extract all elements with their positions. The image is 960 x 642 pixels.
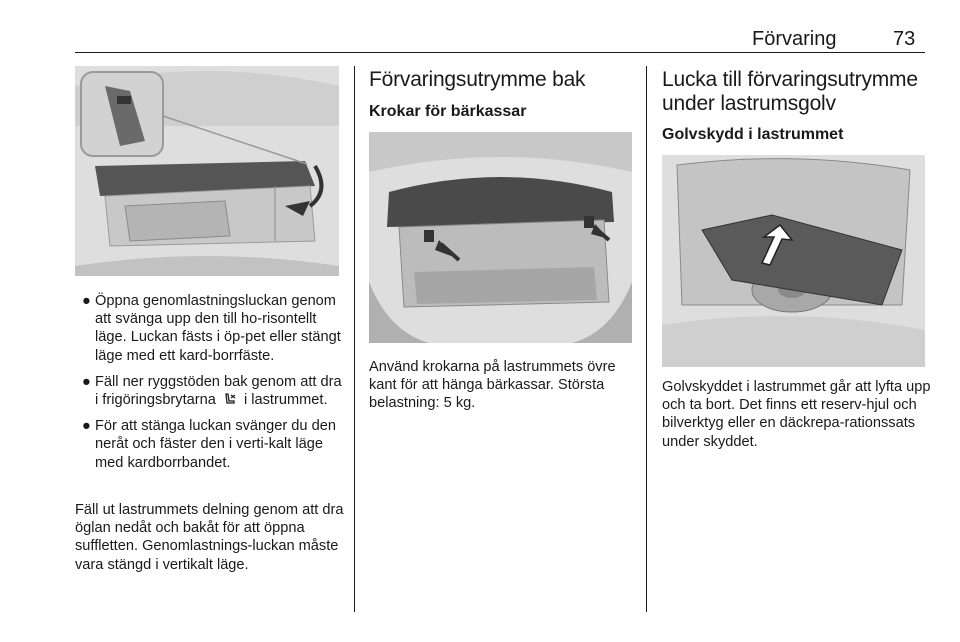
bullet-marker: ● [82,373,91,390]
column-divider-1 [354,66,355,612]
list-item [75,292,347,365]
floor-cover-illustration [662,155,925,367]
header-rule [75,52,925,53]
col3-paragraph: Golvskyddet i lastrummet går att lyfta upp och ta bort. Det finns ett reserv-hjul och bilverktyg eller en däckrepa-rationssats under skyddet. [662,379,931,450]
subheading-bag-hooks: Krokar för bärkassar [369,103,527,120]
bullet-marker: ● [82,293,91,309]
page-number: 73 [893,28,916,50]
bullet-marker: ● [82,418,91,435]
list-item [75,373,347,409]
bullet-text-2-suffix: i lastrummet. [243,392,328,409]
col1-paragraph: Fäll ut lastrummets delning genom att dra öglan nedåt och bakåt för att öppna suffletten. Genomlastnings-luckan måste vara stängd i vertikalt läge. [75,502,344,573]
bullet-text-2: Fäll ner ryggstöden bak genom att dra i frigöringsbrytarna [95,373,342,409]
instruction-list [75,292,347,480]
col2-paragraph: Använd krokarna på lastrummets övre kant för att hänga bärkassar. Största belastning: 5 kg. [369,359,616,412]
seat-release-icon [223,392,237,406]
heading-line-1: Lucka till förvaringsutrymme [662,68,918,91]
subheading-floor-cover: Golvskydd i lastrummet [662,126,844,143]
bullet-text-1: Öppna genomlastningsluckan genom att svänga upp den till ho-risontellt läge. Luckan fästs i öp-pet eller stängt läge med ett kard-borrfäste. [95,293,341,364]
column-divider-2 [646,66,647,612]
bag-hooks-illustration [369,132,632,343]
chapter-title: Förvaring [752,28,837,50]
section-heading-floor-hatch [662,68,932,116]
section-heading-storage-rear: Förvaringsutrymme bak [369,68,586,91]
pass-through-hatch-illustration [75,66,339,276]
heading-line-2: under lastrumsgolv [662,92,836,115]
bullet-text-3: För att stänga luckan svänger du den neråt och fäster den i verti-kalt läge med kardborrbandet. [95,418,336,471]
list-item [75,417,347,472]
